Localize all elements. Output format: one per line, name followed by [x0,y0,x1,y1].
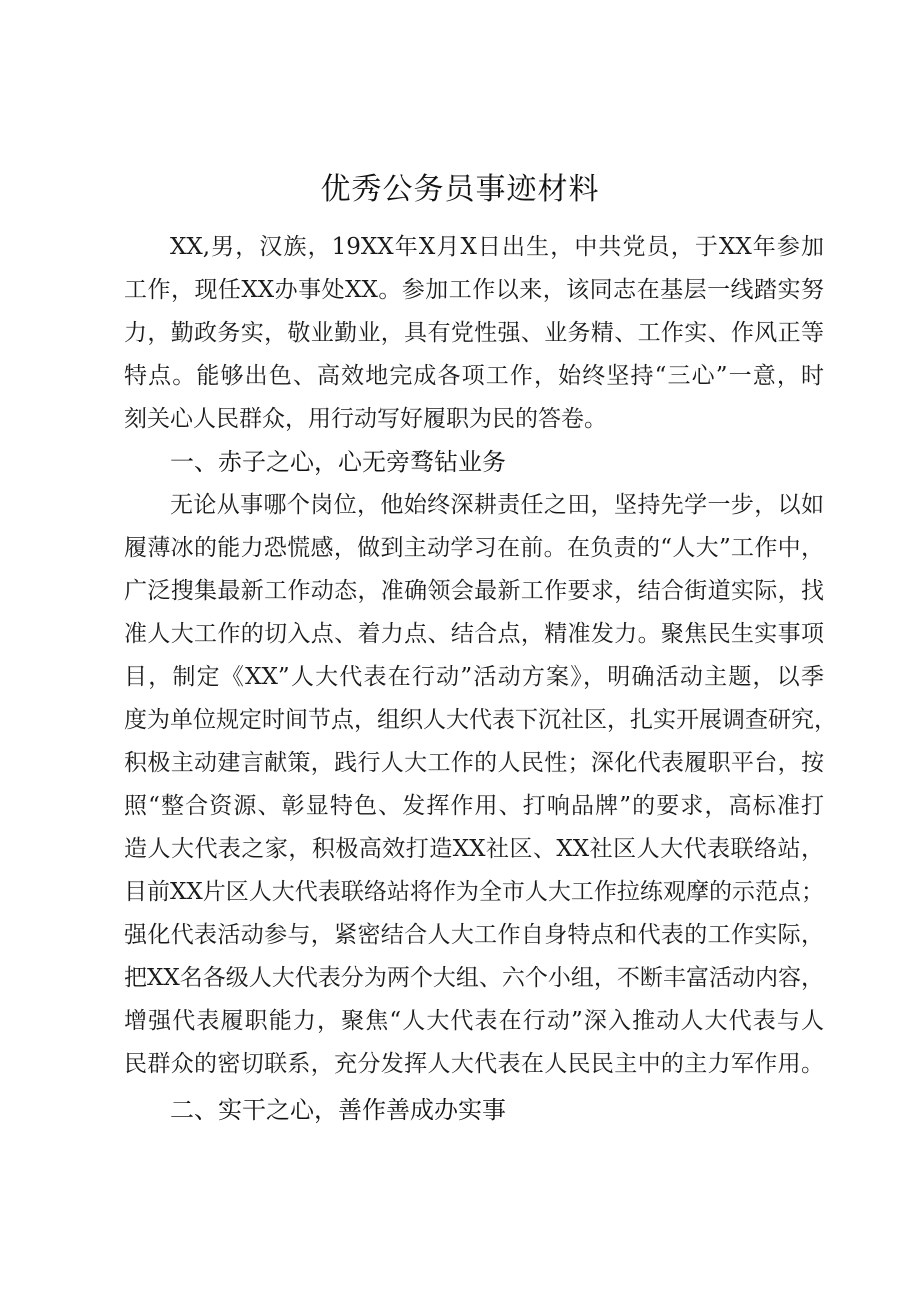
paragraph-line: 目前XX片区人大代表联络站将作为全市人大工作拉练观摩的示范点； [124,879,824,905]
paragraph-line: 力，勤政务实，敬业勤业，具有党性强、业务精、工作实、作风正等 [124,320,824,346]
document-title: 优秀公务员事迹材料 [320,172,600,207]
paragraph-line: 准人大工作的切入点、着力点、结合点，精准发力。聚焦民生实事项 [124,621,824,647]
paragraph-line: 特点。能够出色、高效地完成各项工作，始终坚持“三心”一意，时 [124,363,824,389]
section-heading-1: 一、赤子之心，心无旁骛钻业务 [170,448,506,476]
paragraph-line: XX,男，汉族，19XX年X月X日出生，中共党员，于XX年参加 [170,234,824,260]
paragraph-line: 度为单位规定时间节点，组织人大代表下沉社区，扎实开展调查研究， [124,707,837,733]
paragraph-line: 强化代表活动参与，紧密结合人大工作自身特点和代表的工作实际， [124,922,824,948]
paragraph-line: 积极主动建言献策，践行人大工作的人民性；深化代表履职平台，按 [124,750,824,776]
paragraph-line: 刻关心人民群众，用行动写好履职为民的答卷。 [124,406,607,432]
paragraph-line: 民群众的密切联系，充分发挥人大代表在人民民主中的主力军作用。 [124,1051,824,1077]
paragraph-line: 履薄冰的能力恐慌感，做到主动学习在前。在负责的“人大”工作中， [124,535,824,561]
paragraph-line: 造人大代表之家，积极高效打造XX社区、XX社区人大代表联络站， [124,836,824,862]
section-heading-2: 二、实干之心，善作善成办实事 [170,1096,506,1124]
paragraph-line: 把XX名各级人大代表分为两个大组、六个小组，不断丰富活动内容， [124,965,824,991]
paragraph-line: 目，制定《XX”人大代表在行动”活动方案》，明确活动主题，以季 [124,664,824,690]
paragraph-line: 工作，现任XX办事处XX。参加工作以来，该同志在基层一线踏实努 [124,277,824,303]
paragraph-line: 广泛搜集最新工作动态，准确领会最新工作要求，结合街道实际，找 [124,578,824,604]
paragraph-line: 照“整合资源、彰显特色、发挥作用、打响品牌”的要求，高标准打 [124,793,824,819]
paragraph-line: 无论从事哪个岗位，他始终深耕责任之田，坚持先学一步，以如 [170,492,824,518]
paragraph-line: 增强代表履职能力，聚焦“人大代表在行动”深入推动人大代表与人 [124,1008,824,1034]
